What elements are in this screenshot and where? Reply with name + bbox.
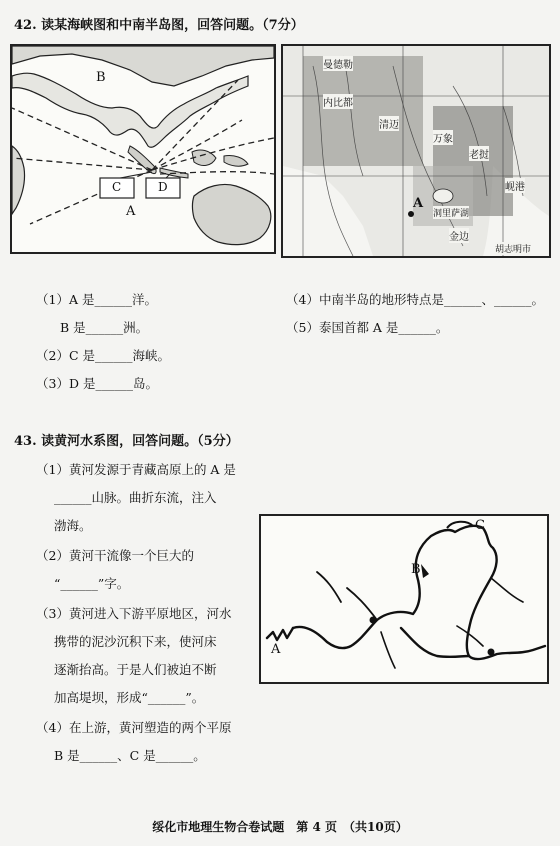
q42-3: （3）D 是______岛。: [36, 376, 158, 391]
yellow-river-label-b: B: [411, 562, 421, 577]
q43-3d: 加高堤坝，形成“______”。: [54, 690, 205, 705]
place-da-nang: 岘港: [505, 178, 525, 193]
q43-title: 43. 读黄河水系图，回答问题。（5分）: [14, 434, 239, 449]
strait-map-label-c: C: [112, 180, 122, 194]
q43-3c: 逐渐抬高。于是人们被迫不断: [54, 662, 217, 677]
place-chiang-mai: 清迈: [379, 116, 399, 131]
place-laos: 老挝: [469, 146, 489, 161]
q42-title: 42. 读某海峡图和中南半岛图，回答问题。（7分）: [14, 18, 304, 33]
yellow-river-label-c: C: [475, 518, 485, 533]
q42-4: （4）中南半岛的地形特点是______、______。: [286, 292, 544, 307]
q43-1a: （1）黄河发源于青藏高原上的 A 是: [36, 462, 236, 477]
q43-1c: 渤海。: [54, 518, 92, 533]
yellow-river-drawing: [261, 516, 547, 682]
q43-2b: “______”字。: [54, 576, 130, 591]
q43-1b: ______山脉。曲折东流，注入: [54, 490, 217, 505]
strait-map-label-b: B: [96, 70, 106, 85]
strait-map-label-d: D: [158, 180, 168, 194]
indochina-map-drawing: [283, 46, 549, 256]
q43-2a: （2）黄河干流像一个巨大的: [36, 548, 194, 563]
page-footer: 绥化市地理生物合卷试题 第 4 页 （共10页）: [152, 820, 408, 834]
place-ho-chi-minh: 胡志明市: [495, 242, 531, 255]
indochina-label-a: A: [413, 196, 424, 211]
strait-map: [10, 44, 276, 254]
place-tonle-sap: 洞里萨湖: [433, 206, 469, 219]
place-mandalay: 曼德勒: [323, 56, 353, 71]
indochina-map: [281, 44, 551, 258]
q43-3a: （3）黄河进入下游平原地区，河水: [36, 606, 232, 621]
q42-1b: B 是______洲。: [60, 320, 149, 335]
strait-map-label-a: A: [126, 204, 136, 219]
place-vientiane: 万象: [433, 130, 453, 145]
q42-2: （2）C 是______海峡。: [36, 348, 170, 363]
q43-4b: B 是______、C 是______。: [54, 748, 206, 763]
yellow-river-label-a: A: [271, 642, 281, 657]
place-naypyidaw: 内比都: [323, 94, 353, 109]
yellow-river-map: [259, 514, 549, 684]
q42-1: （1）A 是______洋。: [36, 292, 157, 307]
q42-5: （5）泰国首都 A 是______。: [286, 320, 449, 335]
q43-3b: 携带的泥沙沉积下来，使河床: [54, 634, 217, 649]
strait-map-drawing: [12, 46, 274, 252]
place-phnom-penh: 金边: [449, 228, 469, 243]
q43-4a: （4）在上游，黄河塑造的两个平原: [36, 720, 232, 735]
